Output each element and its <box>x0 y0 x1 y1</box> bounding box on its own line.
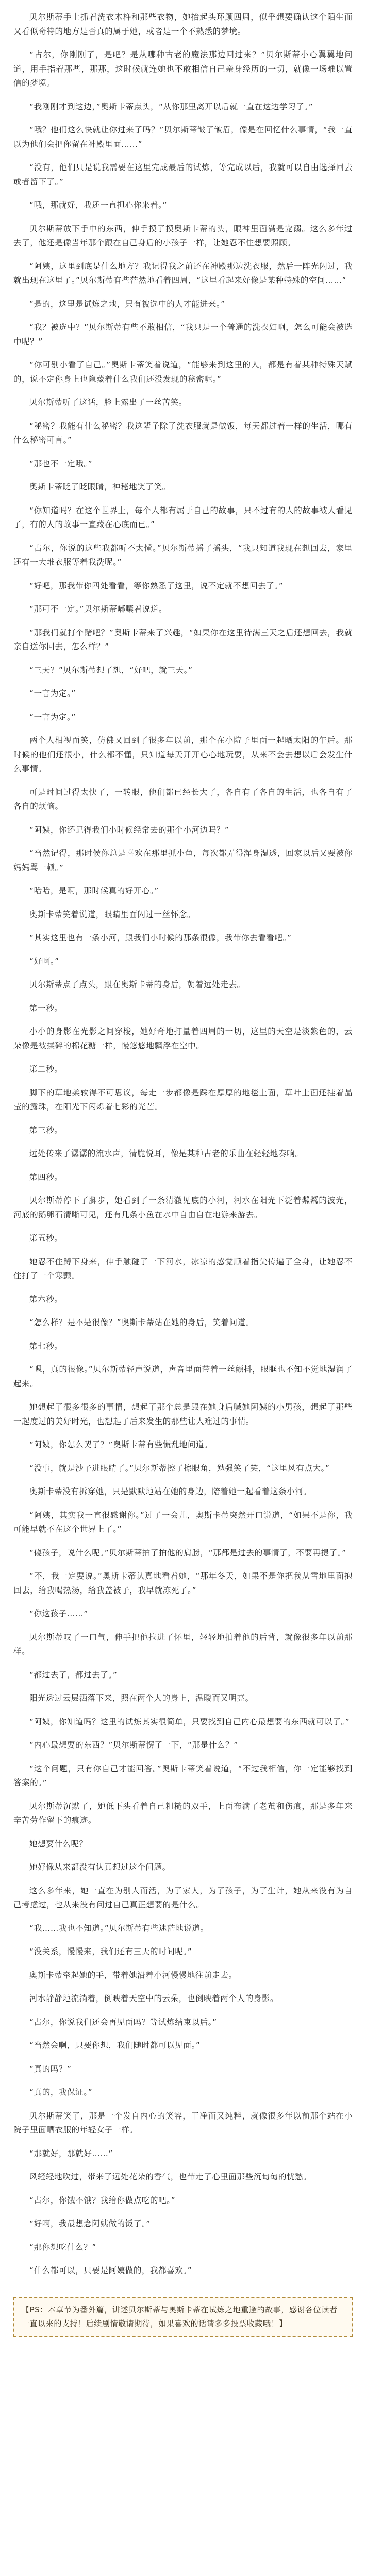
paragraph-gap <box>13 1936 353 1945</box>
paragraph-gap <box>13 1790 353 1800</box>
paragraph: “不，我一定要说。”奥斯卡蒂认真地看着她，“那年冬天，如果不是你把我从雪地里面抱回去，给我喝热汤，给我盖被子，我早就冻死了。” <box>13 1571 353 1595</box>
paragraph: “你这孩子……” <box>29 1609 88 1618</box>
paragraph-gap <box>13 2161 353 2170</box>
paragraph: “是的，这里是试炼之地，只有被选中的人才能进来。” <box>29 299 225 309</box>
paragraph-gap <box>13 1114 353 1124</box>
paragraph-gap <box>13 1429 353 1438</box>
paragraph-gap <box>13 2053 353 2062</box>
paragraph: 贝尔斯蒂点了点头，跟在奥斯卡蒂的身后，朝着远处走去。 <box>29 980 245 989</box>
paragraph-gap <box>13 899 353 908</box>
paragraph: 第四秒。 <box>29 1172 63 1182</box>
paragraph-gap <box>13 1729 353 1738</box>
paragraph-gap <box>13 448 353 457</box>
paragraph-gap <box>13 2138 353 2147</box>
paragraph-gap <box>13 1476 353 1485</box>
paragraph: “好啊。” <box>29 956 59 966</box>
paragraph-gap <box>13 1353 353 1363</box>
paragraph-gap <box>13 2184 353 2194</box>
paragraph: 第三秒。 <box>29 1125 63 1135</box>
paragraph: 她好像从来都没有认真想过这个问题。 <box>29 1862 171 1872</box>
paragraph: “其实这里也有一条小河，跟我们小时候的那条很像，我带你去看看吧。” <box>29 933 292 942</box>
paragraph: 贝尔斯蒂放下手中的东西，伸手摸了摸奥斯卡蒂的头，眼神里面满是宠溺。这么多年过去了，他还是像当年那个跟在自己身后的小孩子一样，让她忍不住想要照顾。 <box>13 224 353 247</box>
paragraph-gap <box>13 1184 353 1194</box>
paragraph-gap <box>13 1138 353 1147</box>
paragraph-gap <box>13 570 353 579</box>
paragraph: “占尔，你说我们还会再见面吗？等试炼结束以后。” <box>29 2017 217 2027</box>
paragraph: “那也不一定哦。” <box>29 459 93 468</box>
paragraph: “秘密？我能有什么秘密？我这辈子除了洗衣服就是做饭，每天都过着一样的生活，哪有什么秘密可言。” <box>13 421 353 445</box>
paragraph-gap <box>13 922 353 931</box>
paragraph: “哈哈，是啊，那时候真的好开心。” <box>29 886 159 895</box>
paragraph: 贝尔斯蒂沉默了，她低下头看着自己粗糙的双手，上面布满了老茧和伤痕，那是多年来辛苦劳作留下的痕迹。 <box>13 1801 353 1825</box>
paragraph: “占尔，你刚刚了，是吧？是从哪种古老的魔法那边回过来？”贝尔斯蒂小心翼翼地问道，用手指着那些，那那，这时候就连她也不敢相信自己亲身经历的一切，就像一场难以置信的梦境。 <box>13 50 353 88</box>
paragraph-gap <box>13 1161 353 1171</box>
paragraph: “我？被选中？”贝尔斯蒂有些不敢相信，“我只是一个普通的洗衣妇啊，怎么可能会被选中呢？” <box>13 323 353 346</box>
paragraph: 第二秒。 <box>29 1064 63 1074</box>
paragraph: “怎么样？是不是很像？”奥斯卡蒂站在她的身后，笑着问道。 <box>29 1318 254 1327</box>
paragraph: 远处传来了潺潺的流水声，清脆悦耳，像是某种古老的乐曲在轻轻地奏响。 <box>29 1149 304 1158</box>
paragraph: 阳光透过云层洒落下来，照在两个人的身上，温暖而又明亮。 <box>29 1693 254 1703</box>
paragraph: “阿姨，这里到底是什么地方？我记得我之前还在神殿那边洗衣服，然后一阵光闪过，我就出现在这里了。”贝尔斯蒂有些茫然地看着四周，“这里看起来好像是某种特殊的空间……” <box>13 261 353 285</box>
paragraph-gap <box>13 969 353 978</box>
paragraph: “没事，就是沙子进眼睛了。”贝尔斯蒂擦了擦眼角，勉强笑了笑，“这里风有点大。” <box>29 1463 330 1473</box>
paragraph: “都过去了，都过去了。” <box>29 1670 118 1680</box>
paragraph: 第五秒。 <box>29 1233 63 1243</box>
paragraph: “这个问题，只有你自己才能回答。”奥斯卡蒂笑着说道，“不过我相信，你一定能够找到答案的。” <box>13 1764 353 1787</box>
paragraph-gap <box>13 91 353 100</box>
paragraph-gap <box>13 311 353 320</box>
paragraph: 贝尔斯蒂手上抓着洗衣木杵和那些衣物，她抬起头环顾四周，似乎想要确认这个陌生而又看似奇特的地方是否真的属于她，或者是一个不熟悉的梦境。 <box>13 12 353 36</box>
paragraph: “当然记得，那时候你总是喜欢在那里抓小鱼，每次都弄得浑身湿透，回家以后又要被你妈妈骂一顿。” <box>13 849 353 872</box>
paragraph: 奥斯卡蒂眨了眨眼睛，神秘地笑了笑。 <box>29 482 171 492</box>
paragraph-gap <box>13 1659 353 1668</box>
paragraph: “占尔，你饿不饿？我给你做点吃的吧。” <box>29 2195 176 2205</box>
paragraph-gap <box>13 1682 353 1691</box>
paragraph: 奥斯卡蒂笑着说道，眼睛里面闪过一丝怀念。 <box>29 909 196 919</box>
paragraph-gap <box>13 724 353 734</box>
paragraph-gap <box>13 1560 353 1569</box>
paragraph-gap <box>13 617 353 626</box>
paragraph-gap <box>13 2100 353 2109</box>
paragraph: 小小的身影在光影之间穿梭，她好奇地打量着四周的一切，这里的天空是淡紫色的，云朵像是被揉碎的棉花糖一样，慢悠悠地飘浮在空中。 <box>13 1027 353 1050</box>
paragraph-gap <box>13 814 353 823</box>
paragraph: “哦，那就好，我还一直担心你来着。” <box>29 200 168 210</box>
paragraph-gap <box>13 1706 353 1715</box>
paragraph-gap <box>13 2231 353 2241</box>
paragraph: 奥斯卡蒂牵起她的手，带着她沿着小河慢慢地往前走去。 <box>29 1970 237 1980</box>
paragraph: “三天？”贝尔斯蒂想了想，“好吧，就三天。” <box>29 665 193 675</box>
paragraph-gap <box>13 1875 353 1884</box>
paragraph-gap <box>13 532 353 541</box>
paragraph-gap <box>13 386 353 396</box>
paragraph-gap <box>13 2029 353 2039</box>
paragraph: 第一秒。 <box>29 1003 63 1013</box>
paragraph: 第七秒。 <box>29 1341 63 1351</box>
paragraph-gap <box>13 1307 353 1316</box>
paragraph-gap <box>13 1753 353 1762</box>
paragraph-gap <box>13 1330 353 1340</box>
paragraph: “你可别小看了自己。”奥斯卡蒂笑着说道，“能够来到这里的人，都是有着某种特殊天赋的，说不定你身上也隐藏着什么我们还没发现的秘密呢。” <box>13 360 353 384</box>
paragraph-gap <box>13 593 353 602</box>
paragraph-gap <box>13 495 353 504</box>
paragraph: “我……我也不知道。”贝尔斯蒂有些迷茫地说道。 <box>29 1923 209 1933</box>
paragraph-gap <box>13 1828 353 1837</box>
paragraph-gap <box>13 1077 353 1086</box>
paragraph-gap <box>13 2208 353 2217</box>
paragraph-gap <box>13 776 353 786</box>
paragraph-gap <box>13 1959 353 1969</box>
paragraph-gap <box>13 151 353 161</box>
paragraph-gap <box>13 39 353 48</box>
paragraph: 她想要什么呢？ <box>29 1839 88 1849</box>
paragraph: “没关系，慢慢来，我们还有三天的时间呢。” <box>29 1947 192 1956</box>
paragraph: 贝尔斯蒂停下了脚步，她看到了一条清澈见底的小河，河水在阳光下泛着粼粼的波光，河底的鹅卵石清晰可见，还有几条小鱼在水中自由自在地游来游去。 <box>13 1196 353 1219</box>
paragraph-gap <box>13 1452 353 1462</box>
paragraph: “阿姨，你知道吗？这里的试炼其实很简单，只要找到自己内心最想要的东西就可以了。” <box>29 1717 350 1726</box>
paragraph: “当然会啊，只要你想，我们随时都可以见面。” <box>29 2041 201 2050</box>
paragraph-gap <box>13 1499 353 1509</box>
paragraph: “占尔，你说的这些我都听不太懂。”贝尔斯蒂摇了摇头，“我只知道我现在想回去，家里还有一大堆衣服等着我洗呢。” <box>13 543 353 567</box>
paragraph-gap <box>13 250 353 260</box>
paragraph: “真的吗？” <box>29 2064 72 2074</box>
paragraph-gap <box>13 2278 353 2287</box>
paragraph-gap <box>13 189 353 198</box>
paragraph: 这么多年来，她一直在为别人而活，为了家人，为了孩子，为了生计，她从来没有为自己考虑过，也从来没有问过自己真正想要的是什么。 <box>13 1886 353 1909</box>
paragraph: 贝尔斯蒂叹了一口气，伸手把他拉进了怀里，轻轻地拍着他的后背，就像很多年以前那样。 <box>13 1632 353 1656</box>
paragraph-gap <box>13 1598 353 1607</box>
paragraph: “傻孩子，说什么呢。”贝尔斯蒂拍了拍他的肩膀，“那都是过去的事情了，不要再提了。” <box>29 1548 346 1557</box>
paragraph-gap <box>13 1391 353 1400</box>
paragraph: “那我们就打个赌吧？”奥斯卡蒂来了兴趣，“如果你在这里待满三天之后还想回去，我就亲自送你回去，怎么样？” <box>13 628 353 651</box>
paragraph-gap <box>13 837 353 846</box>
paragraph-gap <box>13 1982 353 1992</box>
paragraph: “没有，他们只是说我需要在这里完成最后的试炼，等完成以后，我就可以自由选择回去或者留下了。” <box>13 163 353 187</box>
author-note: 【PS：本章节为番外篇，讲述贝尔斯蒂与奥斯卡蒂在试炼之地重逢的故事，感谢各位读者一直以来的支持！后续剧情敬请期待，如果喜欢的话请多多投票收藏哦！】 <box>13 2297 353 2337</box>
paragraph: “好啊，我最想念阿姨做的饭了。” <box>29 2219 151 2228</box>
paragraph: 贝尔斯蒂笑了，那是一个发自内心的笑容，干净而又纯粹，就像很多年以前那个站在小院子里面晒衣服的年轻女子一样。 <box>13 2111 353 2134</box>
paragraph-gap <box>13 701 353 710</box>
paragraph: “阿姨，其实我一直很感谢你。”过了一会儿，奥斯卡蒂突然开口说道，“如果不是你，我可能早就不在这个世界上了。” <box>13 1510 353 1534</box>
paragraph-gap <box>13 1851 353 1860</box>
paragraph: 奥斯卡蒂没有拆穿她，只是默默地站在她的身边，陪着她一起看着这条小河。 <box>29 1487 312 1496</box>
paragraph: 风轻轻地吹过，带来了远处花朵的香气，也带走了心里面那些沉甸甸的忧愁。 <box>29 2172 312 2181</box>
paragraph-gap <box>13 1537 353 1546</box>
paragraph-gap <box>13 349 353 358</box>
paragraph: 脚下的草地柔软得不可思议，每走一步都像是踩在厚厚的地毯上面，草叶上面还挂着晶莹的露珠，在阳光下闪烁着七彩的光芒。 <box>13 1088 353 1111</box>
paragraph-gap <box>13 1621 353 1631</box>
paragraph: “真的，我保证。” <box>29 2088 93 2097</box>
article-body <box>13 10 353 2287</box>
paragraph-gap <box>13 992 353 1002</box>
paragraph: 可是时间过得太快了，一转眼，他们都已经长大了，各自有了各自的生活，也各自有了各自的烦恼。 <box>13 787 353 811</box>
paragraph: “那你想吃什么？” <box>29 2242 96 2252</box>
paragraph: “那可不一定。”贝尔斯蒂嘟囔着说道。 <box>29 604 168 614</box>
paragraph-gap <box>13 2255 353 2264</box>
paragraph-gap <box>13 288 353 297</box>
paragraph-gap <box>13 1246 353 1255</box>
paragraph: “阿姨，你还记得我们小时候经常去的那个小河边吗？” <box>29 825 229 835</box>
paragraph-gap <box>13 2006 353 2015</box>
paragraph-gap <box>13 2076 353 2086</box>
paragraph: “什么都可以，只要是阿姨做的，我都喜欢。” <box>29 2266 192 2275</box>
paragraph: “嗯，真的很像。”贝尔斯蒂轻声说道，声音里面带着一丝颤抖，眼眶也不知不觉地湿润了起来。 <box>13 1365 353 1388</box>
paragraph-gap <box>13 471 353 480</box>
paragraph-gap <box>13 1912 353 1922</box>
paragraph: “哦？他们这么快就让你过来了吗？”贝尔斯蒂皱了皱眉，像是在回忆什么事情，“我一直以为他们会把你留在神殿里面……” <box>13 125 353 149</box>
paragraph: “你知道吗？在这个世界上，每个人都有属于自己的故事，只不过有的人的故事被人看见了，有的人的故事一直藏在心底而已。” <box>13 505 353 529</box>
paragraph-gap <box>13 114 353 123</box>
paragraph-gap <box>13 213 353 222</box>
paragraph-gap <box>13 1222 353 1231</box>
paragraph-gap <box>13 945 353 955</box>
paragraph-gap <box>13 677 353 687</box>
paragraph: 她想起了很多很多的事情，想起了那个总是跟在她身后喊她阿姨的小男孩，想起了那些一起度过的美好时光，也想起了后来发生的那些让人难过的事情。 <box>13 1402 353 1426</box>
paragraph: “好吧，那我带你四处看看，等你熟悉了这里，说不定就不想回去了。” <box>29 581 284 590</box>
paragraph: 第六秒。 <box>29 1294 63 1304</box>
paragraph: “一言为定。” <box>29 712 76 722</box>
paragraph-gap <box>13 875 353 884</box>
paragraph: 她忍不住蹲下身来，伸手触碰了一下河水，冰凉的感觉顺着指尖传遍了全身，让她忍不住打了一个寒颤。 <box>13 1257 353 1280</box>
paragraph-gap <box>13 654 353 664</box>
paragraph-gap <box>13 1283 353 1293</box>
paragraph-gap <box>13 410 353 419</box>
paragraph: “内心最想要的东西？”贝尔斯蒂愣了一下，“那是什么？” <box>29 1740 238 1750</box>
paragraph: “我刚刚才到这边，”奥斯卡蒂点头，“从你那里离开以后就一直在这边学习了。” <box>29 101 313 111</box>
paragraph: 河水静静地流淌着，倒映着天空中的云朵，也倒映着两个人的身影。 <box>29 1994 279 2003</box>
paragraph: “阿姨，你怎么哭了？”奥斯卡蒂有些慌乱地问道。 <box>29 1440 213 1449</box>
paragraph: 两个人相视而笑，仿佛又回到了很多年以前，那个在小院子里面一起晒太阳的午后。那时候的他们还很小，什么都不懂，只知道每天开开心心地玩耍，从来不会去想以后会发生什么事情。 <box>13 736 353 773</box>
paragraph-gap <box>13 1015 353 1025</box>
paragraph: “一言为定。” <box>29 689 76 698</box>
paragraph-gap <box>13 1053 353 1062</box>
paragraph: “那就好，那就好……” <box>29 2148 113 2158</box>
paragraph: 贝尔斯蒂听了这话，脸上露出了一丝苦笑。 <box>29 398 187 407</box>
